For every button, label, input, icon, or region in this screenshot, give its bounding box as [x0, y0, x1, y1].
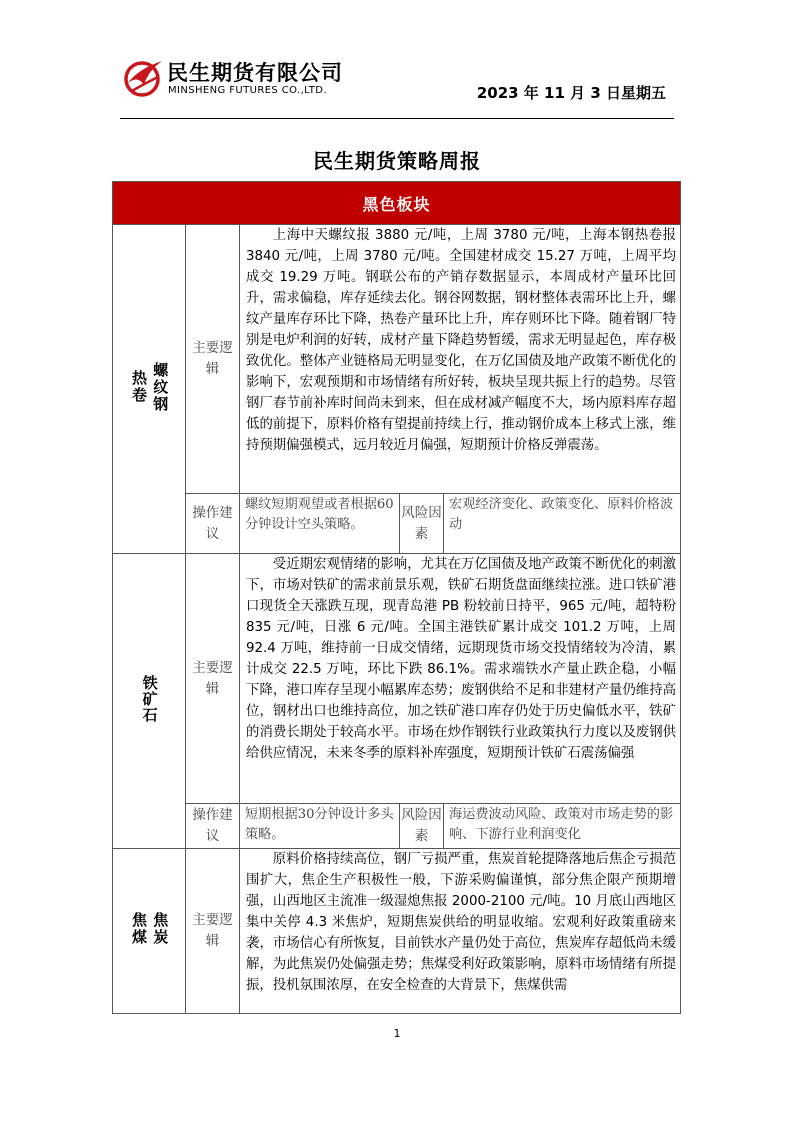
logic-text: 上海中天螺纹报 3880 元/吨，上周 3780 元/吨，上海本钢热卷报 3840 元/吨，上周 3780 元/吨。全国建材成交 15.27 万吨，上周平均成交 19.29 万吨。钢联公布的产销存数据显示，本周成材产量环比回升，需求偏稳，库存延续去化。钢谷网数据，钢材整体表需环比上升，螺纹产量库存环比下降，热卷产量环比上升，库存则环比下降。随着钢厂特别是电炉利润的好转，成材产量下降趋势暂缓，需求无明显起色，库存极致优化。整体产业链格局无明显变化，在万亿国债及地产政策不断优化的影响下，宏观预期和市场情绪有所好转，板块呈现共振上行的趋势。尽管钢厂春节前补库时间尚未到来，但在成材减产幅度不大，场内原料库存超低的前提下，原料价格有望提前持续上行，推动钢价成本上移式上涨，维持预期偏强模式，远月较近月偏强，短期预计价格反弹震荡。 — [240, 225, 681, 494]
report-date: 2023 年 11 月 3 日星期五 — [476, 84, 666, 102]
report-title: 民生期货策略周报 — [313, 149, 481, 173]
risk-label: 风险因素 — [400, 804, 444, 849]
logic-text: 原料价格持续高位，钢厂亏损严重，焦炭首轮提降落地后焦企亏损范围扩大，焦企生产积极性一般，下游采购偏谨慎，部分焦企限产预期增强，山西地区主流准一级湿熄焦报 2000-2100 元/吨。10 月底山西地区集中关停 4.3 米焦炉，短期焦炭供给的明显收缩。宏观利好政策重磅来袭，市场信心有所恢复，目前铁水产量仍处于高位，焦炭库存超低尚未缓解，为此焦炭仍处偏强走势；焦煤受利好政策影响，原料市场情绪有所提振，投机氛围浓厚，在安全检查的大背景下，焦煤供需 — [240, 849, 681, 1014]
category-label: 铁矿石 — [140, 675, 159, 723]
company-logo — [124, 55, 364, 105]
company-name-en: MINSHENG FUTURES CO.,LTD. — [168, 85, 327, 96]
advice-text: 短期根据30分钟设计多头策略。 — [240, 804, 400, 849]
category-rebar-hrc — [113, 225, 186, 554]
advice-text: 螺纹短期观望或者根据60分钟设计空头策略。 — [240, 494, 400, 554]
advice-label: 操作建议 — [186, 494, 240, 554]
category-iron-ore — [113, 554, 186, 849]
strategy-table — [112, 181, 681, 1014]
risk-label: 风险因素 — [400, 494, 444, 554]
category-label: 螺纹钢 热卷 — [130, 361, 170, 413]
section-header: 黑色板块 — [113, 182, 681, 225]
logic-label: 主要逻辑 — [186, 225, 240, 494]
risk-text: 海运费波动风险、政策对市场走势的影响、下游行业利润变化 — [444, 804, 681, 849]
category-label: 焦炭 焦煤 — [130, 912, 170, 946]
logic-text: 受近期宏观情绪的影响，尤其在万亿国债及地产政策不断优化的刺激下，市场对铁矿的需求前景乐观，铁矿石期货盘面继续拉涨。进口铁矿港口现货全天涨跌互现，现青岛港 PB 粉较前日持平，965 元/吨，超特粉 835 元/吨，日涨 6 元/吨。全国主港铁矿累计成交 101.2 万吨，上周 92.4 万吨，维持前一日成交情绪，远期现货市场交投情绪较为冷清，累计成交 22.5 万吨，环比下跌 86.1%。需求端铁水产量止跌企稳，小幅下降，港口库存呈现小幅累库态势；废钢供给不足和非建材产量仍维持高位，钢材出口也维持高位，加之铁矿港口库存仍处于历史偏低水平，铁矿的消费长期处于较高水平。市场在炒作钢铁行业政策执行力度以及废钢供给供应情况，未来冬季的原料补库强度，短期预计铁矿石震荡偏强 — [240, 554, 681, 804]
advice-label: 操作建议 — [186, 804, 240, 849]
logic-label: 主要逻辑 — [186, 554, 240, 804]
minsheng-logo-icon — [124, 55, 164, 99]
page-number: 1 — [393, 1027, 401, 1040]
company-name-cn: 民生期货有限公司 — [167, 61, 343, 85]
header-divider — [120, 118, 674, 119]
risk-text: 宏观经济变化、政策变化、原料价格波动 — [444, 494, 681, 554]
category-coking-coal-coke — [113, 849, 186, 1014]
logic-label: 主要逻辑 — [186, 849, 240, 1014]
